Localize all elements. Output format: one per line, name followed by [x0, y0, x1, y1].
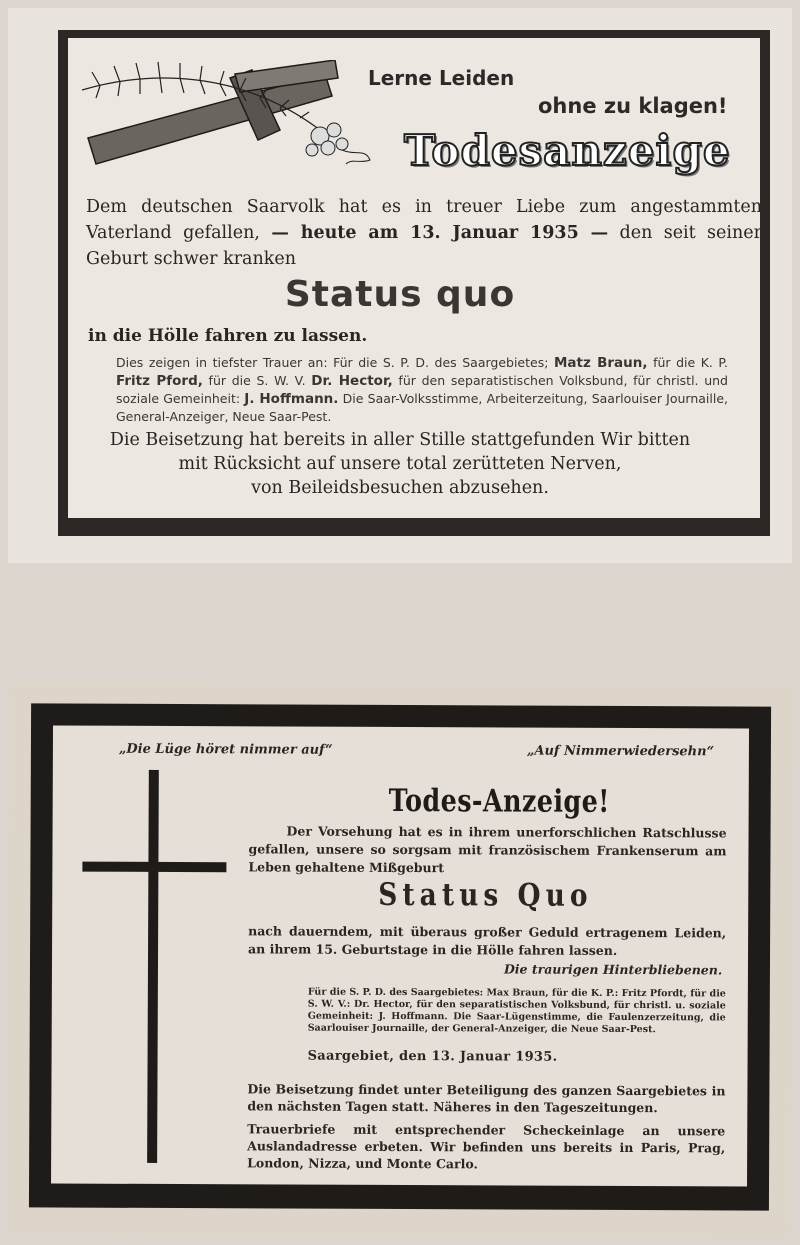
mourners-text: für den separatistischen Volksbund, für christl. und soziale Gemeinheit:	[116, 373, 728, 406]
providence-paragraph: Der Vorsehung hat es in ihrem unerforschlichen Ratschlusse gefallen, unsere so sorgsam mit französischem Frankenserum am Leben gehaltene Mißgeburt	[248, 823, 727, 876]
mourner-name: Matz Braun,	[553, 355, 648, 371]
motto-line-2: ohne zu klagen!	[538, 94, 728, 118]
intro-text-a: Dem deutschen Saarvolk hat es in treuer Liebe zum angestammten Vaterland gefallen,	[86, 197, 762, 243]
death-notice-card-1	[8, 8, 792, 563]
quote-left: „Die Lüge höret nimmer auf“	[118, 741, 333, 758]
burial-line-1: Die Beisetzung hat bereits in aller Stille stattgefunden Wir bitten	[109, 430, 691, 450]
motto-line-1: Lerne Leiden	[368, 66, 515, 90]
deceased-name: Status Quo	[378, 876, 593, 914]
burial-paragraph	[8, 428, 792, 500]
mourners-text: für die K. P.	[647, 355, 729, 370]
intro-date: — heute am 13. Januar 1935 —	[271, 223, 609, 243]
quote-right: „Auf Nimmerwiedersehn“	[526, 743, 715, 760]
mourner-name: J. Hoffmann.	[244, 391, 339, 407]
notice-title: Todesanzeige	[404, 126, 731, 175]
suffering-paragraph: nach dauerndem, mit überaus großer Geduld ertragenem Leiden, an ihrem 15. Geburtstage in die Hölle fahren lassen.	[248, 923, 727, 958]
cross-palm-illustration	[80, 60, 380, 180]
condolence-letters-paragraph: Trauerbriefe mit entsprechender Scheckeinlage an unsere Auslandadresse erbeten. Wir befinden uns bereits in Paris, Prag, London, Nizza, und Monte Carlo.	[247, 1121, 726, 1172]
burial-paragraph: Die Beisetzung findet unter Beteiligung des ganzen Saargebietes in den nächsten Tagen statt. Näheres in den Tageszeitungen.	[247, 1081, 726, 1116]
bereaved-line: Die traurigen Hinterbliebenen.	[503, 961, 723, 978]
intro-text-c: den seit seiner Geburt schwer kranken	[86, 223, 762, 269]
mourners-text: Die Saar-Volksstimme, Arbeiterzeitung, Saarlouiser Journaille, General-Anzeiger, Neue Saar-Pest.	[116, 391, 729, 424]
deceased-name: Status quo	[284, 274, 516, 315]
mourner-name: Dr. Hector,	[311, 373, 393, 389]
dateline: Saargebiet, den 13. Januar 1935.	[307, 1048, 558, 1065]
mourners-text: für die S. W. V.	[202, 373, 312, 388]
hell-line: in die Hölle fahren zu lassen.	[88, 326, 368, 346]
mourners-paragraph: Für die S. P. D. des Saargebietes: Max Braun, für die K. P.: Fritz Pfordt, für die S. W. V.: Dr. Hector, für den separatistischen Volksbund, für christl. u. soziale Gemeinheit: J. Hoffmann. Die Saar-Lügenstimme, die Faulenzerzeitung, die Saarlouiser Journaille, der General-Anzeiger, die Neue Saar-Pest.	[307, 986, 726, 1036]
burial-line-3: von Beileidsbesuchen abzusehen.	[251, 478, 549, 498]
mourner-name: Fritz Pford,	[116, 373, 203, 389]
cross-icon	[147, 770, 159, 1163]
notice-title: Todes-Anzeige!	[388, 782, 610, 820]
mourners-text: Dies zeigen in tiefster Trauer an: Für die S. P. D. des Saargebietes;	[116, 355, 554, 370]
burial-line-2: mit Rücksicht auf unsere total zerütteten Nerven,	[178, 454, 622, 474]
intro-paragraph	[86, 194, 762, 272]
mourners-paragraph	[116, 354, 728, 425]
death-notice-card-2	[7, 681, 793, 1239]
cross-crossbar	[82, 862, 226, 873]
